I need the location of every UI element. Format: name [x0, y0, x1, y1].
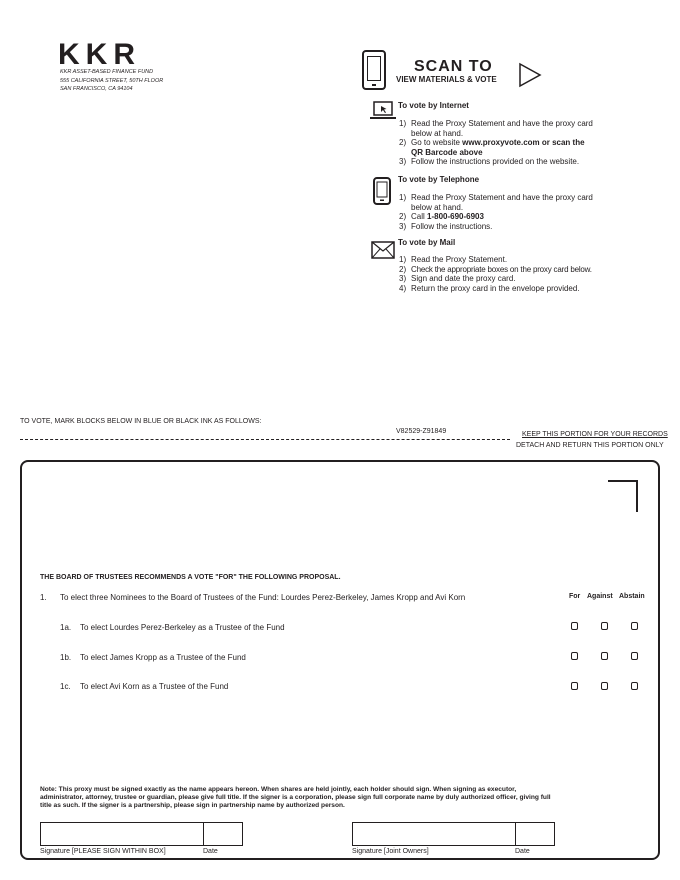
for-checkbox[interactable]	[571, 652, 578, 660]
keep-portion-label: KEEP THIS PORTION FOR YOUR RECORDS	[522, 431, 668, 438]
against-checkbox[interactable]	[601, 622, 608, 630]
date-box[interactable]	[203, 822, 243, 846]
list-item	[399, 138, 619, 157]
internet-steps	[399, 119, 619, 167]
proposal-number: 1.	[40, 593, 47, 602]
step-text: Read the Proxy Statement.	[411, 255, 508, 264]
step-text: QR Barcode above	[411, 147, 483, 157]
step-text: Read the Proxy Statement and have the proxy card	[411, 193, 593, 202]
step-number: 4)	[399, 283, 407, 293]
board-recommendation: THE BOARD OF TRUSTEES RECOMMENDS A VOTE "FOR" THE FOLLOWING PROPOSAL.	[40, 574, 341, 581]
for-checkbox[interactable]	[571, 682, 578, 690]
corner-mark	[608, 480, 638, 512]
mail-vote-title: To vote by Mail	[398, 238, 456, 247]
list-item	[399, 193, 619, 212]
list-item	[399, 119, 619, 138]
nominee-text: To elect Lourdes Perez-Berkeley as a Trustee of the Fund	[80, 623, 285, 632]
ink-instructions: TO VOTE, MARK BLOCKS BELOW IN BLUE OR BLACK INK AS FOLLOWS:	[20, 418, 262, 425]
telephone-steps	[399, 193, 619, 231]
nominee-text: To elect Avi Korn as a Trustee of the Fund	[80, 682, 229, 691]
abstain-header: Abstain	[619, 593, 645, 600]
address-line: 555 CALIFORNIA STREET, 50TH FLOOR	[60, 77, 164, 84]
list-item	[399, 222, 619, 232]
laptop-icon	[370, 101, 396, 121]
list-item	[399, 157, 619, 167]
date-label: Date	[203, 848, 218, 855]
step-number: 3)	[399, 221, 407, 231]
joint-signature-label: Signature [Joint Owners]	[352, 848, 429, 855]
telephone-vote-title: To vote by Telephone	[398, 175, 480, 184]
nominee-number: 1a.	[60, 623, 72, 632]
step-text: below at hand.	[411, 128, 464, 138]
signature-label: Signature [PLEASE SIGN WITHIN BOX]	[40, 848, 166, 855]
play-arrow-icon	[518, 62, 542, 88]
nominee-text: To elect James Kropp as a Trustee of the Fund	[80, 653, 246, 662]
smartphone-icon	[362, 50, 386, 90]
step-text: Follow the instructions provided on the website.	[411, 157, 580, 166]
step-text: Read the Proxy Statement and have the proxy card	[411, 119, 593, 128]
step-number: 1)	[399, 255, 407, 264]
list-item	[399, 255, 629, 265]
phone-icon	[373, 177, 391, 205]
step-text: Check the appropriate boxes on the proxy card below.	[411, 264, 592, 274]
step-text: Return the proxy card in the envelope provided.	[411, 283, 580, 293]
step-text: Call	[411, 212, 428, 221]
scan-subtitle: VIEW MATERIALS & VOTE	[396, 75, 497, 84]
step-number: 3)	[399, 274, 407, 283]
nominee-number: 1c.	[60, 682, 71, 691]
proposal-text: To elect three Nominees to the Board of Trustees of the Fund: Lourdes Perez-Berkeley, James Kropp and Avi Korn	[60, 593, 466, 602]
internet-vote-title: To vote by Internet	[398, 101, 469, 110]
step-text: Follow the instructions.	[411, 221, 493, 231]
list-item	[399, 265, 629, 275]
list-item	[399, 212, 619, 222]
nominee-number: 1b.	[60, 653, 72, 662]
list-item	[399, 284, 629, 294]
for-checkbox[interactable]	[571, 622, 578, 630]
list-item	[399, 274, 629, 284]
step-text: below at hand.	[411, 202, 464, 212]
against-checkbox[interactable]	[601, 652, 608, 660]
detach-portion-label: DETACH AND RETURN THIS PORTION ONLY	[516, 442, 664, 449]
step-number: 2)	[399, 264, 407, 274]
kkr-logo: KKR	[58, 38, 141, 71]
address-line: KKR ASSET-BASED FINANCE FUND	[60, 69, 154, 75]
step-number: 2)	[399, 138, 407, 147]
step-number: 3)	[399, 157, 407, 166]
step-number: 1)	[399, 193, 407, 202]
joint-date-label: Date	[515, 848, 530, 855]
step-number: 1)	[399, 119, 407, 128]
scan-title: SCAN TO	[414, 58, 493, 75]
signature-box[interactable]	[40, 822, 204, 846]
control-code: V82529-Z91849	[396, 428, 447, 435]
fund-address	[60, 68, 163, 94]
phone-number[interactable]: 1-800-690-6903	[427, 212, 484, 221]
step-number: 2)	[399, 212, 407, 221]
address-line: SAN FRANCISCO, CA 94104	[60, 86, 133, 92]
abstain-checkbox[interactable]	[631, 652, 638, 660]
envelope-icon	[371, 241, 395, 259]
for-header: For	[569, 593, 581, 600]
mail-steps	[399, 255, 629, 293]
step-text: Sign and date the proxy card.	[411, 274, 516, 283]
abstain-checkbox[interactable]	[631, 682, 638, 690]
joint-date-box[interactable]	[515, 822, 555, 846]
website-link[interactable]: www.proxyvote.com or scan the	[462, 138, 585, 147]
joint-signature-box[interactable]	[352, 822, 516, 846]
against-checkbox[interactable]	[601, 682, 608, 690]
abstain-checkbox[interactable]	[631, 622, 638, 630]
against-header: Against	[587, 593, 613, 600]
detach-divider	[20, 439, 510, 440]
signing-note: Note: This proxy must be signed exactly as the name appears hereon. When shares are held jointly, each holder should sign. When signing as executor, administrator, attorney, trustee or guardian, please give full title. If the signer is a corporation, please sign full corporate name by duly authorized officer, giving full title as such. If the signer is a partnership, please sign in partnership name by authorized person.	[40, 786, 551, 809]
step-text: Go to website	[411, 138, 463, 147]
